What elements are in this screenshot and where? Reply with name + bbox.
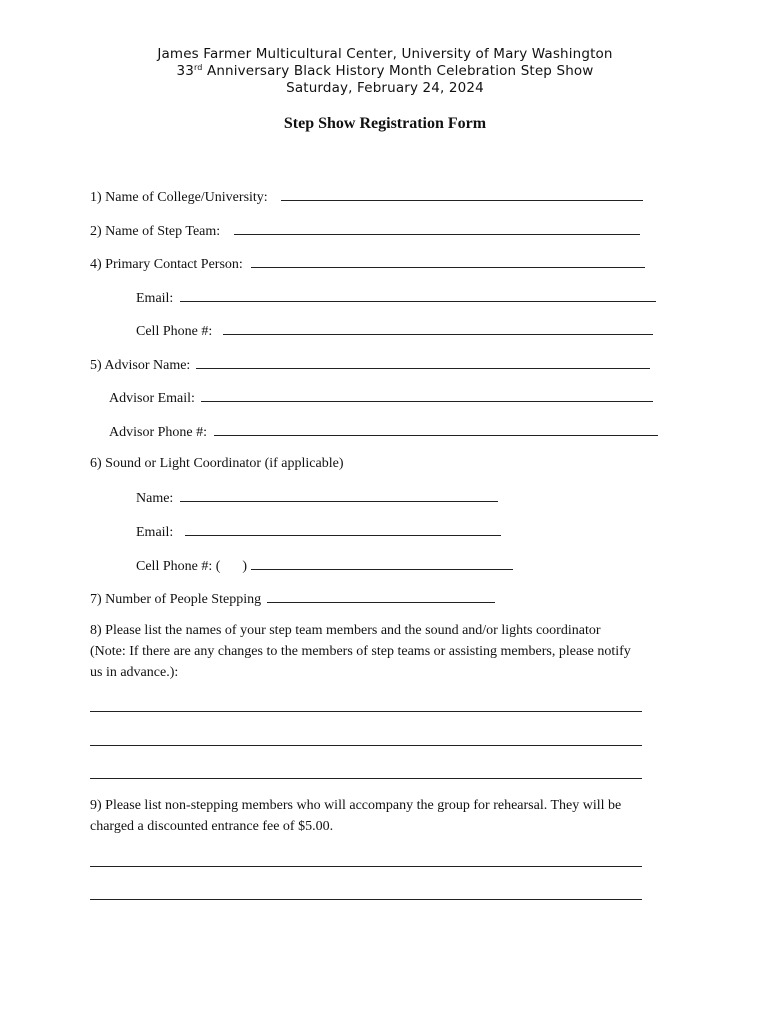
advisor-email-blank[interactable] bbox=[201, 388, 653, 402]
advisor-phone-field bbox=[109, 422, 658, 442]
advisor-name-label: 5) Advisor Name: bbox=[90, 358, 191, 373]
non-stepping-answer-line-1[interactable] bbox=[90, 866, 642, 867]
step-team-blank[interactable] bbox=[234, 221, 640, 235]
question-8-line-2: (Note: If there are any changes to the members of step teams or assisting members, please notify bbox=[90, 644, 631, 659]
people-stepping-blank[interactable] bbox=[267, 589, 495, 603]
primary-email-label: Email: bbox=[136, 291, 174, 306]
primary-phone-field bbox=[136, 321, 653, 341]
people-stepping-field bbox=[90, 589, 495, 609]
primary-email-field bbox=[136, 288, 656, 308]
question-9 bbox=[90, 795, 690, 837]
primary-contact-blank[interactable] bbox=[251, 254, 645, 268]
primary-phone-blank[interactable] bbox=[223, 321, 653, 335]
anniversary-ordinal: rd bbox=[193, 63, 203, 72]
coordinator-phone-label: Cell Phone #: bbox=[136, 559, 213, 574]
step-team-label: 2) Name of Step Team: bbox=[90, 224, 221, 239]
question-8 bbox=[90, 620, 690, 683]
coordinator-phone-blank[interactable] bbox=[251, 556, 513, 570]
college-label: 1) Name of College/University: bbox=[90, 190, 268, 205]
area-code-close-paren: ) bbox=[242, 559, 248, 574]
coordinator-email-label: Email: bbox=[136, 525, 174, 540]
advisor-name-field bbox=[90, 355, 650, 375]
question-9-line-1: 9) Please list non-stepping members who will accompany the group for rehearsal. They will be bbox=[90, 798, 622, 813]
coordinator-phone-field bbox=[136, 556, 513, 576]
advisor-phone-blank[interactable] bbox=[214, 422, 658, 436]
coordinator-name-blank[interactable] bbox=[180, 488, 498, 502]
coordinator-name-label: Name: bbox=[136, 491, 174, 506]
question-8-line-1: 8) Please list the names of your step team members and the sound and/or lights coordinator bbox=[90, 623, 601, 638]
header-event-name bbox=[0, 63, 770, 80]
primary-email-blank[interactable] bbox=[180, 288, 656, 302]
coordinator-email-blank[interactable] bbox=[185, 522, 501, 536]
college-blank[interactable] bbox=[281, 187, 643, 201]
members-answer-line-3[interactable] bbox=[90, 778, 642, 779]
form-title: Step Show Registration Form bbox=[283, 115, 487, 132]
members-answer-line-1[interactable] bbox=[90, 711, 642, 712]
area-code-open-paren: ( bbox=[215, 559, 221, 574]
primary-phone-label: Cell Phone #: bbox=[136, 324, 213, 339]
primary-contact-field bbox=[90, 254, 645, 274]
step-team-field bbox=[90, 221, 640, 241]
advisor-phone-label: Advisor Phone #: bbox=[109, 425, 207, 440]
question-8-line-3: us in advance.): bbox=[90, 665, 179, 680]
members-answer-line-2[interactable] bbox=[90, 745, 642, 746]
coordinator-email-field bbox=[136, 522, 501, 542]
document-header bbox=[0, 46, 770, 97]
question-9-line-2: charged a discounted entrance fee of $5.00. bbox=[90, 819, 334, 834]
people-stepping-label: 7) Number of People Stepping bbox=[90, 592, 262, 607]
college-field bbox=[90, 187, 643, 207]
advisor-email-field bbox=[109, 388, 653, 408]
header-center-name: James Farmer Multicultural Center, University of Mary Washington bbox=[157, 46, 613, 62]
advisor-email-label: Advisor Email: bbox=[109, 391, 195, 406]
event-title: Anniversary Black History Month Celebration Step Show bbox=[202, 63, 594, 79]
primary-contact-label: 4) Primary Contact Person: bbox=[90, 257, 243, 272]
advisor-name-blank[interactable] bbox=[196, 355, 650, 369]
coordinator-name-field bbox=[136, 488, 498, 508]
header-event-date: Saturday, February 24, 2024 bbox=[286, 80, 484, 96]
non-stepping-answer-line-2[interactable] bbox=[90, 899, 642, 900]
anniversary-number: 33 bbox=[176, 63, 194, 79]
coordinator-heading: 6) Sound or Light Coordinator (if applicable) bbox=[90, 456, 344, 471]
